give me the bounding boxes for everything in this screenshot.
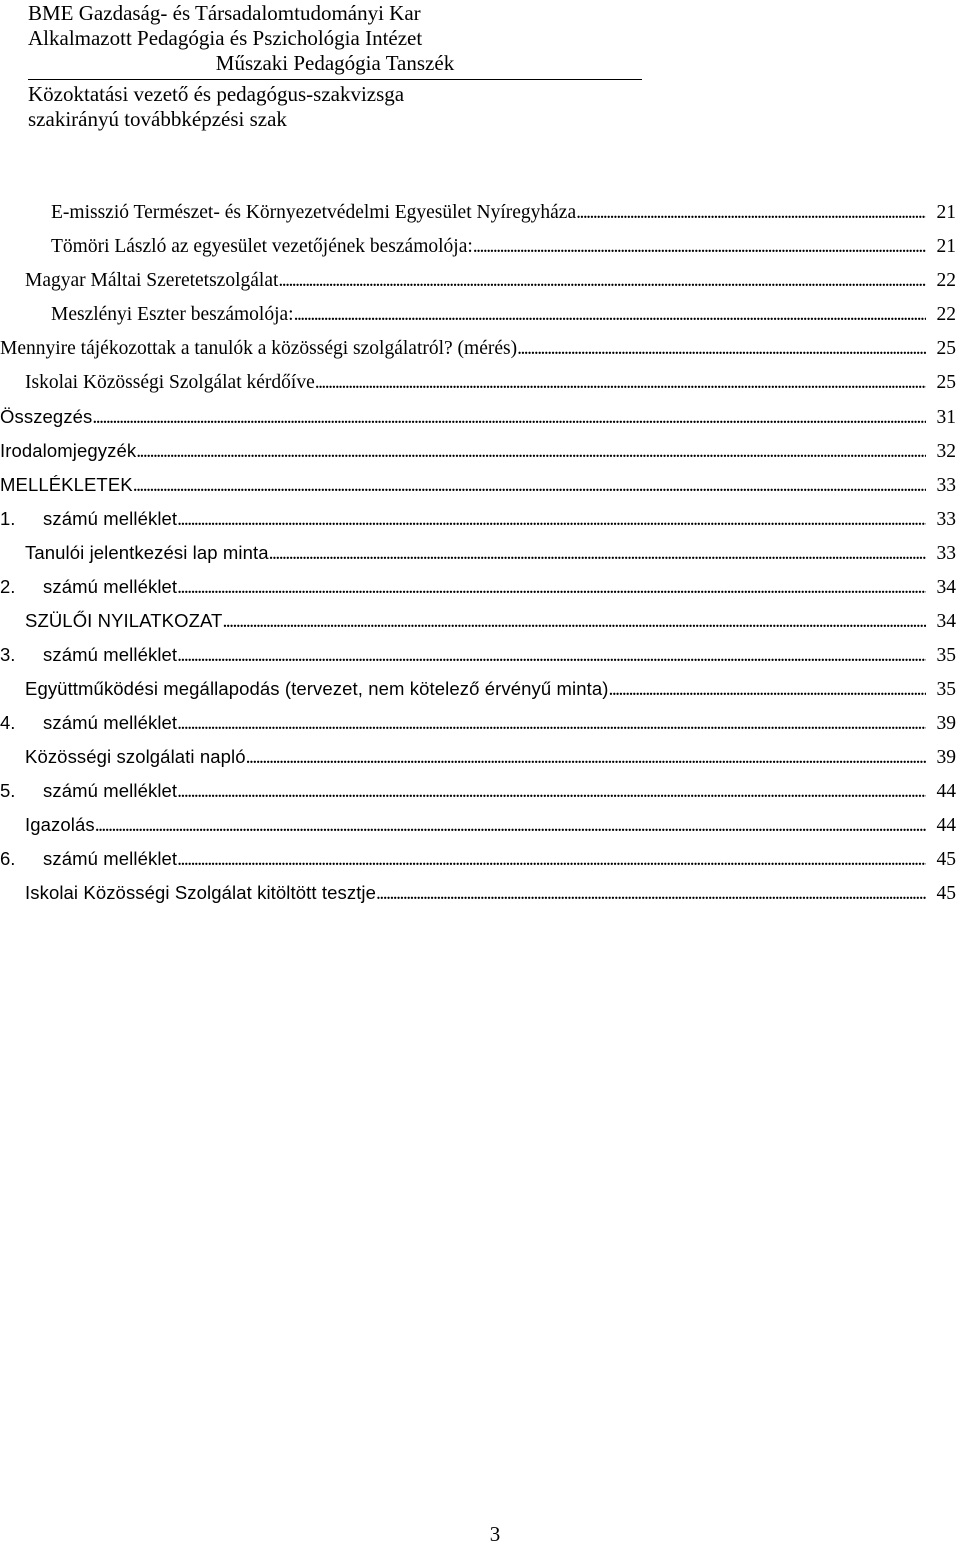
toc-entry[interactable] (0, 434, 960, 468)
toc-entry-title: MELLÉKLETEK (0, 474, 133, 495)
toc-leader-dots (294, 298, 926, 332)
header-department: Műszaki Pedagógia Tanszék (215, 51, 455, 75)
toc-entry-page: 44 (936, 815, 956, 836)
toc-leader-dots (177, 775, 926, 809)
toc-entry-page: 32 (936, 441, 956, 462)
toc-entry-page: 34 (936, 611, 956, 632)
toc-entry-page: 44 (936, 781, 956, 802)
toc-entry-number: 3. (0, 644, 16, 665)
toc-entry[interactable] (0, 230, 960, 264)
toc-entry-title: Iskolai Közösségi Szolgálat kitöltött tesztje (25, 882, 377, 903)
toc-entry[interactable] (0, 808, 960, 842)
toc-entry[interactable] (0, 366, 960, 400)
toc-leader-dots (136, 435, 926, 469)
toc-leader-dots (517, 332, 926, 366)
toc-leader-dots (177, 571, 926, 605)
toc-entry[interactable] (0, 570, 960, 604)
toc-entry-title: Magyar Máltai Szeretetszolgálat (25, 270, 279, 291)
toc-entry[interactable] (0, 502, 960, 536)
toc-entry-page: 22 (936, 270, 956, 291)
toc-entry-page: 45 (936, 849, 956, 870)
toc-entry-title: számú melléklet (43, 508, 178, 529)
toc-entry-page: 31 (936, 407, 956, 428)
toc-entry[interactable] (0, 332, 960, 366)
toc-entry-page: 34 (936, 577, 956, 598)
toc-entry-title: számú melléklet (43, 712, 178, 733)
toc-entry-page: 25 (936, 338, 956, 359)
toc-entry-page: 33 (936, 475, 956, 496)
toc-entry-title: Meszlényi Eszter beszámolója: (51, 304, 294, 325)
toc-entry[interactable] (0, 672, 960, 706)
toc-entry[interactable] (0, 638, 960, 672)
toc-entry-page: 33 (936, 543, 956, 564)
table-of-contents (0, 196, 960, 910)
toc-entry-page: 21 (936, 236, 956, 257)
toc-leader-dots (576, 196, 926, 230)
toc-entry-title: Igazolás (25, 814, 95, 835)
toc-leader-dots (177, 639, 926, 673)
toc-entry-page: 39 (936, 713, 956, 734)
toc-leader-dots (473, 230, 926, 264)
toc-entry-title: Közösségi szolgálati napló (25, 746, 246, 767)
toc-entry-page: 22 (936, 304, 956, 325)
header-divider (28, 79, 642, 80)
toc-entry-number: 6. (0, 848, 16, 869)
toc-leader-dots (315, 366, 926, 400)
toc-leader-dots (177, 843, 926, 877)
header-program: Közoktatási vezető és pedagógus-szakvizsga (28, 82, 405, 106)
document-header (28, 0, 642, 132)
toc-entry-title: E-misszió Természet- és Környezetvédelmi Egyesület Nyíregyháza (51, 202, 577, 223)
toc-leader-dots (177, 707, 926, 741)
toc-entry[interactable] (0, 468, 960, 502)
toc-entry-title: Összegzés (0, 406, 93, 427)
toc-entry-page: 35 (936, 679, 956, 700)
toc-leader-dots (92, 401, 926, 435)
toc-leader-dots (269, 537, 926, 571)
toc-leader-dots (376, 877, 926, 911)
toc-entry-title: Tanulói jelentkezési lap minta (25, 542, 269, 563)
toc-entry-title: Mennyire tájékozottak a tanulók a közösségi szolgálatról? (mérés) (0, 338, 518, 359)
toc-entry-number: 4. (0, 712, 16, 733)
toc-entry[interactable] (0, 604, 960, 638)
header-institute: Alkalmazott Pedagógia és Pszichológia Intézet (28, 26, 423, 50)
page-number: 3 (489, 1522, 501, 1546)
toc-entry-page: 35 (936, 645, 956, 666)
toc-leader-dots (133, 469, 926, 503)
toc-leader-dots (177, 503, 926, 537)
toc-entry-number: 2. (0, 576, 16, 597)
toc-leader-dots (95, 809, 926, 843)
toc-entry-title: SZÜLŐI NYILATKOZAT (25, 610, 223, 631)
toc-entry-title: számú melléklet (43, 644, 178, 665)
toc-entry-title: számú melléklet (43, 780, 178, 801)
toc-entry-title: számú melléklet (43, 848, 178, 869)
toc-entry-page: 45 (936, 883, 956, 904)
toc-entry-number: 5. (0, 780, 16, 801)
toc-entry[interactable] (0, 876, 960, 910)
toc-entry-title: Együttműködési megállapodás (tervezet, nem kötelező érvényű minta) (25, 678, 609, 699)
toc-entry-page: 33 (936, 509, 956, 530)
header-program-type: szakirányú továbbképzési szak (28, 107, 287, 131)
toc-entry[interactable] (0, 536, 960, 570)
toc-entry-title: Tömöri László az egyesület vezetőjének beszámolója: (51, 236, 473, 257)
toc-entry[interactable] (0, 740, 960, 774)
toc-entry[interactable] (0, 298, 960, 332)
toc-entry-title: Irodalomjegyzék (0, 440, 137, 461)
header-faculty: BME Gazdaság- és Társadalomtudományi Kar (28, 1, 421, 25)
toc-entry-title: Iskolai Közösségi Szolgálat kérdőíve (25, 372, 315, 393)
toc-leader-dots (278, 264, 926, 298)
toc-entry[interactable] (0, 264, 960, 298)
toc-entry-page: 39 (936, 747, 956, 768)
toc-entry[interactable] (0, 706, 960, 740)
toc-leader-dots (246, 741, 926, 775)
toc-entry[interactable] (0, 196, 960, 230)
toc-entry[interactable] (0, 842, 960, 876)
toc-entry[interactable] (0, 774, 960, 808)
toc-entry-title: számú melléklet (43, 576, 178, 597)
toc-entry-number: 1. (0, 508, 16, 529)
toc-entry-page: 25 (936, 372, 956, 393)
toc-entry-page: 21 (936, 202, 956, 223)
toc-leader-dots (608, 673, 926, 707)
toc-leader-dots (222, 605, 926, 639)
toc-entry[interactable] (0, 400, 960, 434)
